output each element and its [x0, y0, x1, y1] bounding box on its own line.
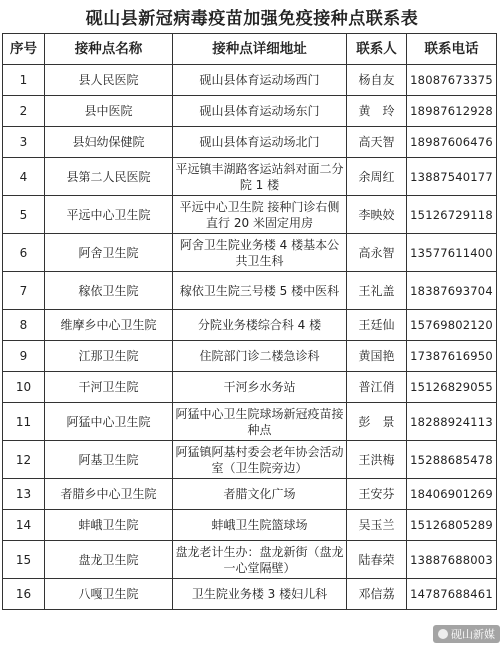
cell-address: 干河乡水务站 [173, 372, 347, 403]
cell-phone: 17387616950 [407, 341, 497, 372]
page-title: 砚山县新冠病毒疫苗加强免疫接种点联系表 [85, 9, 419, 29]
cell-phone: 18087673375 [407, 65, 497, 96]
cell-contact: 李映姣 [347, 196, 407, 234]
watermark [433, 625, 500, 643]
cell-phone: 14787688461 [407, 579, 497, 610]
cell-address: 蚌峨卫生院篮球场 [173, 510, 347, 541]
cell-phone: 15126829055 [407, 372, 497, 403]
cell-site-name: 者腊乡中心卫生院 [45, 479, 173, 510]
table-row [3, 372, 497, 403]
table-row [3, 441, 497, 479]
cell-no: 4 [3, 158, 45, 196]
cell-address: 阿猛中心卫生院球场新冠疫苗接种点 [173, 403, 347, 441]
cell-phone: 13887688003 [407, 541, 497, 579]
cell-no: 1 [3, 65, 45, 96]
cell-site-name: 盘龙卫生院 [45, 541, 173, 579]
cell-phone: 18406901269 [407, 479, 497, 510]
header-address: 接种点详细地址 [173, 34, 347, 65]
cell-phone: 18987606476 [407, 127, 497, 158]
cell-site-name: 干河卫生院 [45, 372, 173, 403]
cell-address: 者腊文化广场 [173, 479, 347, 510]
cell-no: 15 [3, 541, 45, 579]
cell-no: 10 [3, 372, 45, 403]
table-header-row [3, 34, 497, 65]
table-row [3, 341, 497, 372]
cell-address: 砚山县体育运动场东门 [173, 96, 347, 127]
cell-phone: 15126729118 [407, 196, 497, 234]
table-row [3, 158, 497, 196]
header-site-name: 接种点名称 [45, 34, 173, 65]
cell-phone: 13887540177 [407, 158, 497, 196]
table-row [3, 403, 497, 441]
cell-address: 阿舍卫生院业务楼 4 楼基本公共卫生科 [173, 234, 347, 272]
cell-contact: 王礼盖 [347, 272, 407, 310]
cell-no: 5 [3, 196, 45, 234]
cell-contact: 余周红 [347, 158, 407, 196]
cell-no: 3 [3, 127, 45, 158]
cell-phone: 18987612928 [407, 96, 497, 127]
cell-phone: 15769802120 [407, 310, 497, 341]
cell-site-name: 县妇幼保健院 [45, 127, 173, 158]
header-no: 序号 [3, 34, 45, 65]
cell-site-name: 蚌峨卫生院 [45, 510, 173, 541]
cell-no: 11 [3, 403, 45, 441]
cell-no: 2 [3, 96, 45, 127]
cell-contact: 王洪梅 [347, 441, 407, 479]
vaccination-sites-table [2, 33, 497, 610]
cell-site-name: 县第二人民医院 [45, 158, 173, 196]
cell-address: 阿猛镇阿基村委会老年协会活动室（卫生院旁边） [173, 441, 347, 479]
cell-contact: 王廷仙 [347, 310, 407, 341]
cell-site-name: 维摩乡中心卫生院 [45, 310, 173, 341]
watermark-logo-icon [438, 629, 448, 639]
cell-address: 平远中心卫生院 接种门诊右侧直行 20 米固定用房 [173, 196, 347, 234]
cell-address: 砚山县体育运动场北门 [173, 127, 347, 158]
cell-phone: 13577611400 [407, 234, 497, 272]
cell-phone: 15126805289 [407, 510, 497, 541]
cell-contact: 普江俏 [347, 372, 407, 403]
cell-site-name: 县人民医院 [45, 65, 173, 96]
cell-contact: 彭 景 [347, 403, 407, 441]
cell-address: 卫生院业务楼 3 楼妇儿科 [173, 579, 347, 610]
table-row [3, 127, 497, 158]
cell-contact: 黄 玲 [347, 96, 407, 127]
cell-site-name: 阿猛中心卫生院 [45, 403, 173, 441]
table-row [3, 196, 497, 234]
table-row [3, 479, 497, 510]
cell-no: 14 [3, 510, 45, 541]
table-row [3, 510, 497, 541]
cell-contact: 王安芬 [347, 479, 407, 510]
cell-contact: 杨自友 [347, 65, 407, 96]
cell-address: 砚山县体育运动场西门 [173, 65, 347, 96]
watermark-text: 砚山新媒 [451, 628, 495, 641]
cell-no: 7 [3, 272, 45, 310]
cell-contact: 黄国艳 [347, 341, 407, 372]
cell-contact: 陆春荣 [347, 541, 407, 579]
table-row [3, 65, 497, 96]
cell-address: 稼依卫生院三号楼 5 楼中医科 [173, 272, 347, 310]
header-phone: 联系电话 [407, 34, 497, 65]
cell-site-name: 八嘎卫生院 [45, 579, 173, 610]
cell-phone: 15288685478 [407, 441, 497, 479]
cell-site-name: 阿基卫生院 [45, 441, 173, 479]
cell-site-name: 平远中心卫生院 [45, 196, 173, 234]
cell-site-name: 阿舍卫生院 [45, 234, 173, 272]
cell-address: 住院部门诊二楼急诊科 [173, 341, 347, 372]
cell-no: 6 [3, 234, 45, 272]
cell-phone: 18387693704 [407, 272, 497, 310]
cell-contact: 高永智 [347, 234, 407, 272]
cell-no: 13 [3, 479, 45, 510]
cell-site-name: 江那卫生院 [45, 341, 173, 372]
cell-contact: 吴玉兰 [347, 510, 407, 541]
table-row [3, 272, 497, 310]
table-row [3, 310, 497, 341]
table-row [3, 541, 497, 579]
cell-address: 盘龙老计生办：盘龙新街（盘龙一心堂隔壁） [173, 541, 347, 579]
cell-address: 分院业务楼综合科 4 楼 [173, 310, 347, 341]
table-row [3, 234, 497, 272]
cell-no: 9 [3, 341, 45, 372]
cell-no: 16 [3, 579, 45, 610]
header-contact: 联系人 [347, 34, 407, 65]
cell-site-name: 县中医院 [45, 96, 173, 127]
cell-contact: 高天智 [347, 127, 407, 158]
table-row [3, 96, 497, 127]
cell-contact: 邓信荔 [347, 579, 407, 610]
cell-no: 12 [3, 441, 45, 479]
cell-phone: 18288924113 [407, 403, 497, 441]
cell-address: 平远镇丰湖路客运站斜对面二分院 1 楼 [173, 158, 347, 196]
table-row [3, 579, 497, 610]
cell-no: 8 [3, 310, 45, 341]
cell-site-name: 稼依卫生院 [45, 272, 173, 310]
